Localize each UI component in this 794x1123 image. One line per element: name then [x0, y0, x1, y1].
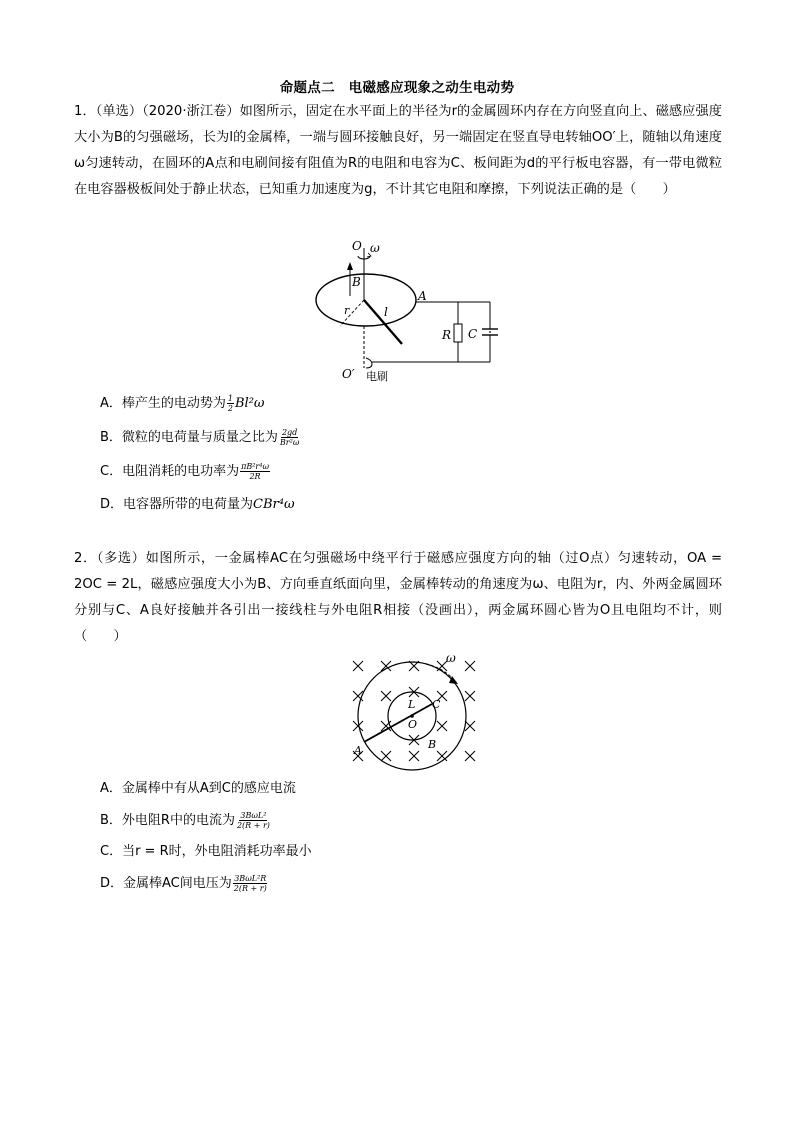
q1-option-d: D．电容器所带的电荷量为CBr⁴ω	[100, 497, 295, 512]
fig2-label-B: B	[428, 738, 437, 751]
fig1-label-C: C	[468, 327, 478, 341]
fig2-label-L: L	[408, 698, 416, 711]
question-1-figure	[308, 238, 508, 384]
q2-option-c: C．当r = R时，外电阻消耗功率最小	[100, 844, 312, 859]
field-cross	[409, 751, 419, 761]
field-cross	[437, 721, 447, 731]
field-cross	[465, 691, 475, 701]
fig2-label-A: A	[354, 744, 362, 757]
fig1-label-brush: 电刷	[366, 370, 388, 383]
fig1-label-omega: ω	[370, 241, 380, 255]
fig2-label-omega: ω	[446, 652, 456, 665]
q1-option-a: A．棒产生的电动势为 $\frac{1}{2}$ Bl²ω	[100, 394, 265, 413]
q2-option-d: D．金属棒AC间电压为 $\frac{\text{3BωL²R}}{2(R + r)}$	[100, 874, 267, 893]
q1-option-b: B．微粒的电荷量与质量之比为 $\frac{2gd}{\text{Br²ω}}$	[100, 428, 300, 447]
question-2-text: 2．（多选）如图所示，一金属棒AC在匀强磁场中绕平行于磁感应强度方向的轴（过O点）匀速转动，OA = 2OC = 2L，磁感应强度大小为B、方向垂直纸面向里，金属棒转动的角速度为ω、电阻为r，内、外两金属圆环分别与C、A良好接触并各引出一接线柱与外电阻R相接（没画出），两金属环圆心皆为O且电阻均不计，则（ ）	[74, 551, 722, 644]
fig1-label-R: R	[442, 328, 452, 342]
fig1-label-l: l	[384, 305, 388, 319]
field-cross	[353, 661, 363, 671]
field-cross	[381, 751, 391, 761]
q1-option-c: C．电阻消耗的电功率为 $\frac{\text{πB²r⁴ω}}{2R}$	[100, 462, 269, 481]
field-cross	[381, 691, 391, 701]
field-cross	[437, 751, 447, 761]
q2-option-b: B．外电阻R中的电流为 $\frac{\text{3BωL²}}{2(R + r)}$	[100, 811, 270, 830]
fig1-label-O: O	[352, 239, 362, 253]
section-title: 命题点二 电磁感应现象之动生电动势	[279, 80, 515, 96]
field-cross	[465, 721, 475, 731]
field-cross	[381, 661, 391, 671]
question-1-text: 1．（单选）（2020·浙江卷）如图所示，固定在水平面上的半径为r的金属圆环内存在方向竖直向上、磁感应强度大小为B的匀强磁场，长为l的金属棒，一端与圆环接触良好，另一端固定在竖直导电转轴OO′上，随轴以角速度ω匀速转动，在圆环的A点和电刷间接有阻值为R的电阻和电容为C、板间距为d的平行板电容器，有一带电微粒在电容器极板间处于静止状态，已知重力加速度为g，不计其它电阻和摩擦，下列说法正确的是（ ）	[74, 104, 722, 197]
q2-option-a: A．金属棒中有从A到C的感应电流	[100, 781, 296, 796]
field-cross	[465, 661, 475, 671]
fig2-label-O: O	[408, 718, 418, 731]
field-cross	[465, 751, 475, 761]
fig1-label-r: r	[344, 304, 350, 317]
fig1-label-B: B	[352, 275, 361, 289]
fig1-label-O-prime: O′	[342, 367, 355, 381]
fig1-label-A: A	[418, 289, 427, 303]
question-2-figure	[348, 652, 478, 774]
fig2-label-C: C	[432, 698, 441, 711]
